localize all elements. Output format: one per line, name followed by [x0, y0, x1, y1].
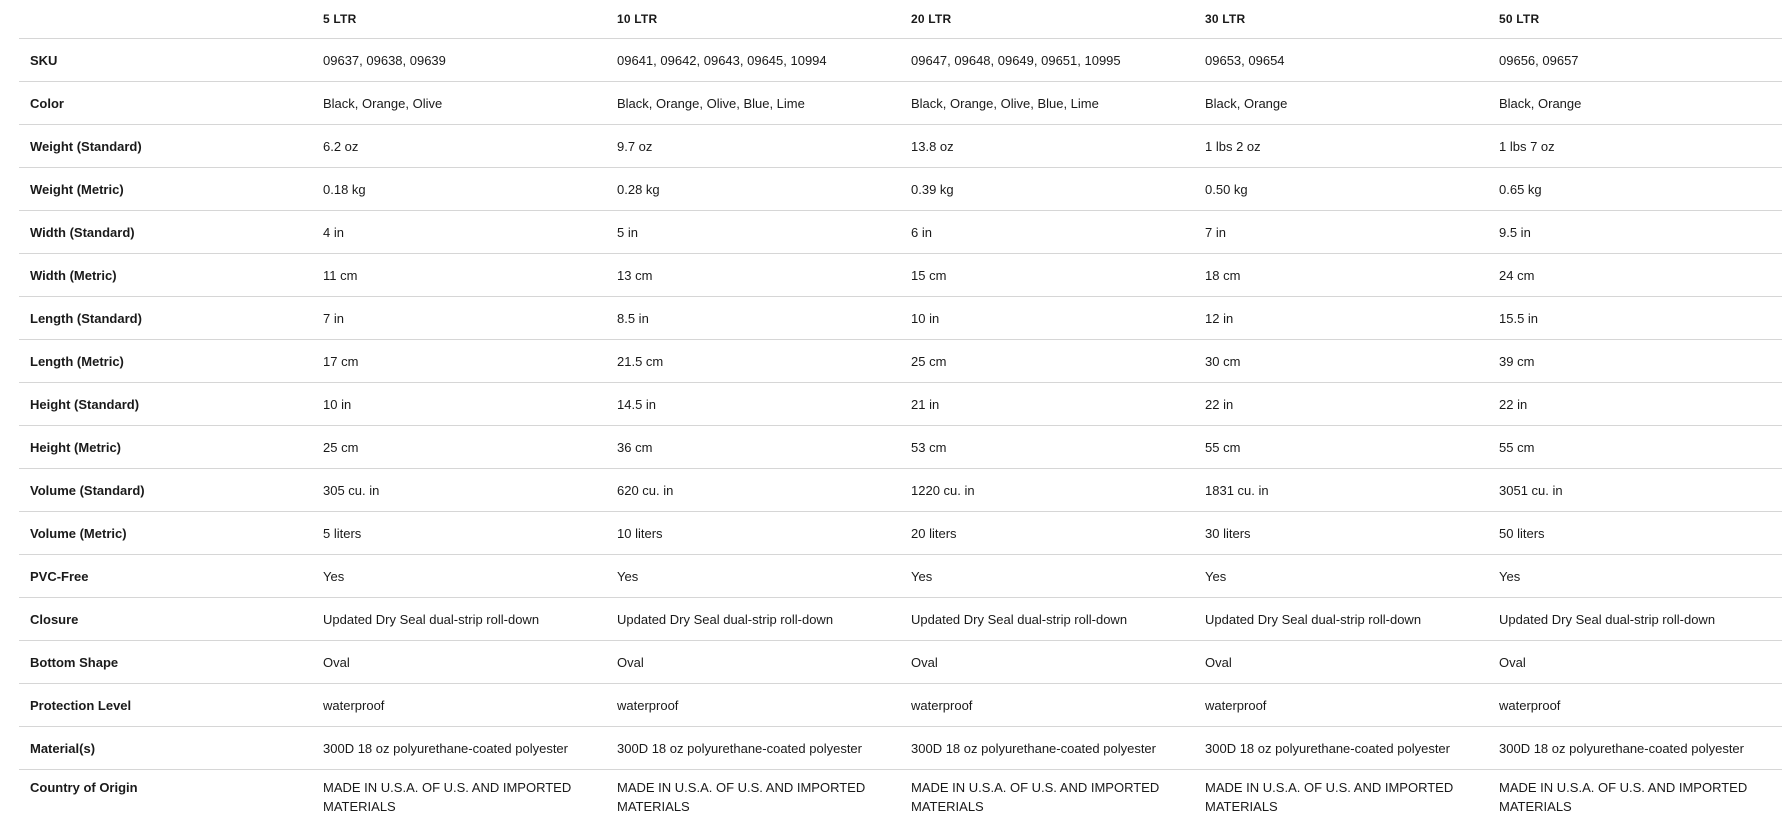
table-row	[19, 125, 1782, 168]
table-cell: Yes	[1194, 555, 1488, 598]
table-cell: waterproof	[900, 684, 1194, 727]
table-cell: 14.5 in	[606, 383, 900, 426]
table-cell: 300D 18 oz polyurethane-coated polyester	[1194, 727, 1488, 770]
table-cell: MADE IN U.S.A. OF U.S. AND IMPORTED MATERIALS	[1205, 780, 1454, 814]
table-cell: 9.5 in	[1488, 211, 1782, 254]
table-cell: Oval	[606, 641, 900, 684]
table-cell: 5 in	[606, 211, 900, 254]
table-cell: 30 cm	[1194, 340, 1488, 383]
table-cell: 10 in	[312, 383, 606, 426]
row-label: Weight (Standard)	[19, 125, 312, 168]
table-cell: 21 in	[900, 383, 1194, 426]
table-cell: 09656, 09657	[1488, 39, 1782, 82]
table-cell: 7 in	[1194, 211, 1488, 254]
table-row	[19, 770, 1782, 818]
table-cell: 53 cm	[900, 426, 1194, 469]
row-label: Length (Metric)	[19, 340, 312, 383]
table-cell: Yes	[312, 555, 606, 598]
row-label: Volume (Metric)	[19, 512, 312, 555]
table-row	[19, 512, 1782, 555]
table-cell: 9.7 oz	[606, 125, 900, 168]
table-cell: 39 cm	[1488, 340, 1782, 383]
table-cell: Updated Dry Seal dual-strip roll-down	[1194, 598, 1488, 641]
header-row	[19, 0, 1782, 39]
table-cell: Black, Orange, Olive	[312, 82, 606, 125]
table-cell: MADE IN U.S.A. OF U.S. AND IMPORTED MATERIALS	[1499, 780, 1748, 814]
table-row	[19, 340, 1782, 383]
table-cell: 15.5 in	[1488, 297, 1782, 340]
table-cell: Updated Dry Seal dual-strip roll-down	[312, 598, 606, 641]
table-cell: 300D 18 oz polyurethane-coated polyester	[312, 727, 606, 770]
table-cell: Black, Orange	[1194, 82, 1488, 125]
table-row	[19, 727, 1782, 770]
table-cell: Yes	[1488, 555, 1782, 598]
table-cell: 11 cm	[312, 254, 606, 297]
table-cell: waterproof	[312, 684, 606, 727]
table-row	[19, 598, 1782, 641]
header-size-50: 50 LTR	[1488, 0, 1782, 39]
table-cell: 09641, 09642, 09643, 09645, 10994	[606, 39, 900, 82]
table-cell: 0.18 kg	[312, 168, 606, 211]
table-cell: Oval	[1488, 641, 1782, 684]
table-row	[19, 426, 1782, 469]
row-label: Length (Standard)	[19, 297, 312, 340]
table-cell: 22 in	[1194, 383, 1488, 426]
table-cell: 5 liters	[312, 512, 606, 555]
row-label: Width (Standard)	[19, 211, 312, 254]
table-cell: 09637, 09638, 09639	[312, 39, 606, 82]
table-cell: 300D 18 oz polyurethane-coated polyester	[1488, 727, 1782, 770]
table-row	[19, 297, 1782, 340]
table-cell: 300D 18 oz polyurethane-coated polyester	[900, 727, 1194, 770]
table-cell: Updated Dry Seal dual-strip roll-down	[606, 598, 900, 641]
header-corner-cell	[19, 0, 312, 39]
table-row	[19, 82, 1782, 125]
table-cell: 15 cm	[900, 254, 1194, 297]
table-row	[19, 641, 1782, 684]
table-cell: 0.39 kg	[900, 168, 1194, 211]
table-row	[19, 555, 1782, 598]
row-label: Volume (Standard)	[19, 469, 312, 512]
table-cell: Updated Dry Seal dual-strip roll-down	[1488, 598, 1782, 641]
table-cell: 1831 cu. in	[1194, 469, 1488, 512]
table-cell: 55 cm	[1194, 426, 1488, 469]
table-cell: Black, Orange	[1488, 82, 1782, 125]
table-cell: 21.5 cm	[606, 340, 900, 383]
row-label: Weight (Metric)	[19, 168, 312, 211]
table-cell: Black, Orange, Olive, Blue, Lime	[606, 82, 900, 125]
table-cell: waterproof	[1194, 684, 1488, 727]
row-label: Closure	[19, 598, 312, 641]
table-cell: 09653, 09654	[1194, 39, 1488, 82]
table-row	[19, 254, 1782, 297]
table-cell: Black, Orange, Olive, Blue, Lime	[900, 82, 1194, 125]
table-row	[19, 469, 1782, 512]
table-cell: Yes	[606, 555, 900, 598]
table-cell: 50 liters	[1488, 512, 1782, 555]
row-label: Country of Origin	[30, 780, 138, 795]
row-label: Width (Metric)	[19, 254, 312, 297]
table-cell: MADE IN U.S.A. OF U.S. AND IMPORTED MATERIALS	[323, 780, 572, 814]
header-size-20: 20 LTR	[900, 0, 1194, 39]
row-label: Bottom Shape	[19, 641, 312, 684]
header-size-5: 5 LTR	[312, 0, 606, 39]
table-cell: 17 cm	[312, 340, 606, 383]
table-cell: 8.5 in	[606, 297, 900, 340]
row-label: Protection Level	[19, 684, 312, 727]
table-cell: 09647, 09648, 09649, 09651, 10995	[900, 39, 1194, 82]
row-label: Height (Standard)	[19, 383, 312, 426]
table-cell: 18 cm	[1194, 254, 1488, 297]
table-row	[19, 211, 1782, 254]
table-cell: 36 cm	[606, 426, 900, 469]
table-cell: 30 liters	[1194, 512, 1488, 555]
row-label: Color	[19, 82, 312, 125]
table-cell: 6 in	[900, 211, 1194, 254]
row-label: Height (Metric)	[19, 426, 312, 469]
table-cell: 4 in	[312, 211, 606, 254]
table-cell: 7 in	[312, 297, 606, 340]
table-body	[19, 39, 1782, 818]
table-cell: 0.50 kg	[1194, 168, 1488, 211]
table-cell: 10 liters	[606, 512, 900, 555]
table-cell: 24 cm	[1488, 254, 1782, 297]
table-cell: Oval	[1194, 641, 1488, 684]
table-cell: Oval	[312, 641, 606, 684]
table-cell: 55 cm	[1488, 426, 1782, 469]
table-cell: waterproof	[1488, 684, 1782, 727]
table-cell: 3051 cu. in	[1488, 469, 1782, 512]
table-cell: 13.8 oz	[900, 125, 1194, 168]
table-cell: MADE IN U.S.A. OF U.S. AND IMPORTED MATERIALS	[617, 780, 866, 814]
row-label: Material(s)	[19, 727, 312, 770]
table-row	[19, 383, 1782, 426]
table-cell: 305 cu. in	[312, 469, 606, 512]
table-cell: 1220 cu. in	[900, 469, 1194, 512]
table-cell: 12 in	[1194, 297, 1488, 340]
table-cell: 620 cu. in	[606, 469, 900, 512]
table-cell: 1 lbs 2 oz	[1194, 125, 1488, 168]
table-cell: 25 cm	[312, 426, 606, 469]
table-cell: Yes	[900, 555, 1194, 598]
table-cell: 6.2 oz	[312, 125, 606, 168]
table-cell: 22 in	[1488, 383, 1782, 426]
header-size-30: 30 LTR	[1194, 0, 1488, 39]
table-cell: Oval	[900, 641, 1194, 684]
row-label: SKU	[19, 39, 312, 82]
table-cell: Updated Dry Seal dual-strip roll-down	[900, 598, 1194, 641]
table-cell: MADE IN U.S.A. OF U.S. AND IMPORTED MATERIALS	[911, 780, 1160, 814]
table-cell: 13 cm	[606, 254, 900, 297]
spec-comparison-table	[19, 0, 1782, 818]
table-cell: 20 liters	[900, 512, 1194, 555]
table-cell: 0.65 kg	[1488, 168, 1782, 211]
table-header	[19, 0, 1782, 39]
table-cell: 10 in	[900, 297, 1194, 340]
row-label: PVC-Free	[19, 555, 312, 598]
table-cell: 1 lbs 7 oz	[1488, 125, 1782, 168]
header-size-10: 10 LTR	[606, 0, 900, 39]
table-cell: waterproof	[606, 684, 900, 727]
table-cell: 300D 18 oz polyurethane-coated polyester	[606, 727, 900, 770]
table-cell: 0.28 kg	[606, 168, 900, 211]
table-row	[19, 168, 1782, 211]
table-cell: 25 cm	[900, 340, 1194, 383]
table-row	[19, 39, 1782, 82]
table-row	[19, 684, 1782, 727]
